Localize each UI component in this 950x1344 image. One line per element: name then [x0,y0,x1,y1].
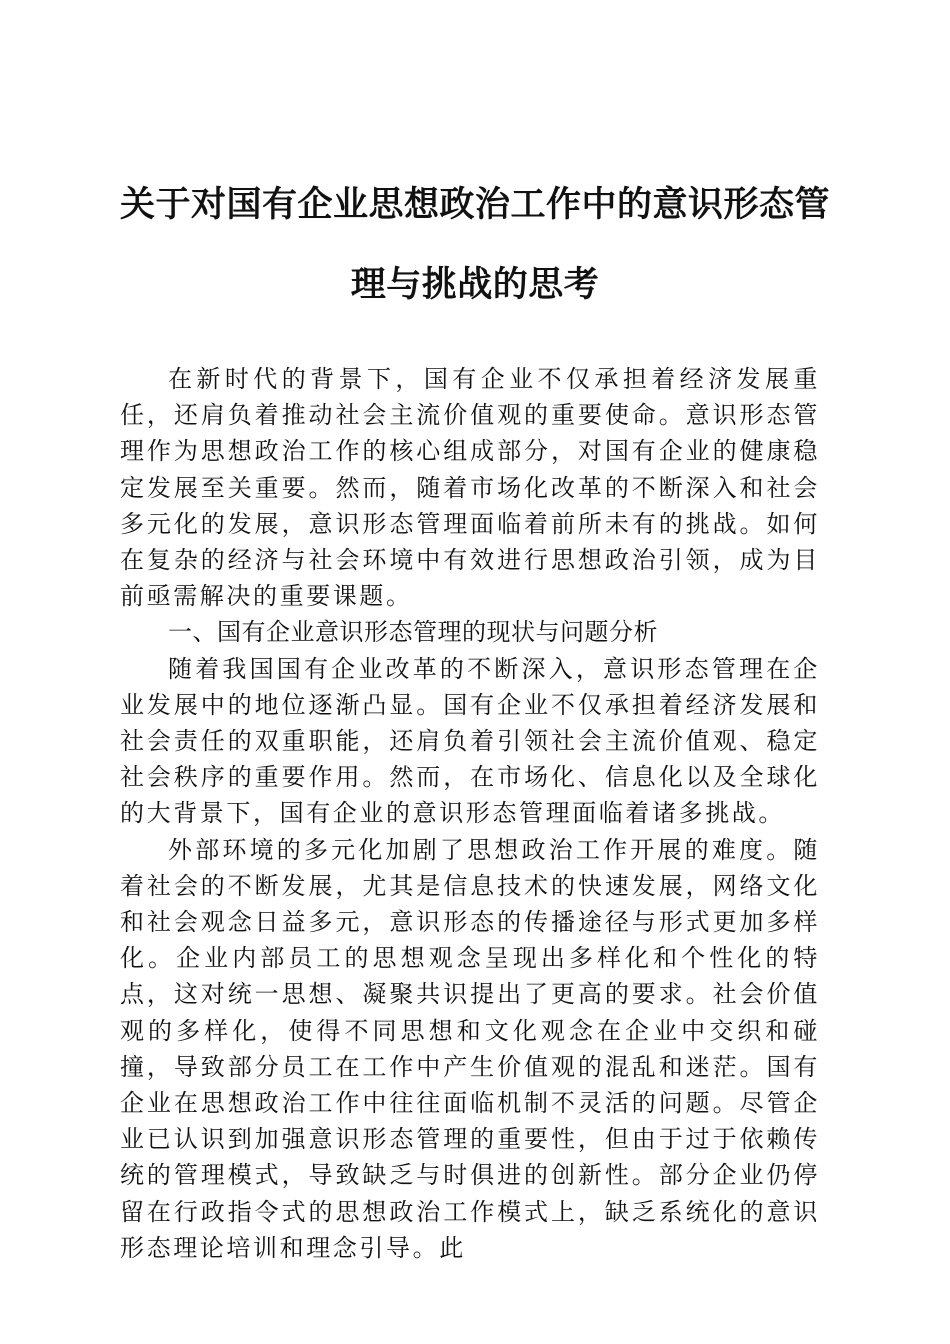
title-line-2: 理与挑战的思考 [350,264,600,305]
intro-paragraph: 在新时代的背景下，国有企业不仅承担着经济发展重任，还肩负着推动社会主流价值观的重要使命。意识形态管理作为思想政治工作的核心组成部分，对国有企业的健康稳定发展至关重要。然而，随着市场化改革的不断深入和社会多元化的发展，意识形态管理面临着前所未有的挑战。如何在复杂的经济与社会环境中有效进行思想政治引领，成为目前亟需解决的重要课题。 [120,365,820,611]
document-title [110,165,840,325]
body-paragraph-1: 随着我国国有企业改革的不断深入，意识形态管理在企业发展中的地位逐渐凸显。国有企业不仅承担着经济发展和社会责任的双重职能，还肩负着引领社会主流价值观、稳定社会秩序的重要作用。然而，在市场化、信息化以及全球化的大背景下，国有企业的意识形态管理面临着诸多挑战。 [120,654,820,828]
title-line-1: 关于对国有企业思想政治工作中的意识形态管 [119,184,830,225]
body-paragraph-2: 外部环境的多元化加剧了思想政治工作开展的难度。随着社会的不断发展，尤其是信息技术的快速发展，网络文化和社会观念日益多元，意识形态的传播途径与形式更加多样化。企业内部员工的思想观念呈现出多样化和个性化的特点，这对统一思想、凝聚共识提出了更高的要求。社会价值观的多样化，使得不同思想和文化观念在企业中交织和碰撞，导致部分员工在工作中产生价值观的混乱和迷茫。国有企业在思想政治工作中往往面临机制不灵活的问题。尽管企业已认识到加强意识形态管理的重要性，但由于过于依赖传统的管理模式，导致缺乏与时俱进的创新性。部分企业仍停留在行政指令式的思想政治工作模式上，缺乏系统化的意识形态理论培训和理念引导。此 [120,835,820,1262]
section-heading-1: 一、国有企业意识形态管理的现状与问题分析 [168,618,658,647]
document-body [120,361,820,1266]
